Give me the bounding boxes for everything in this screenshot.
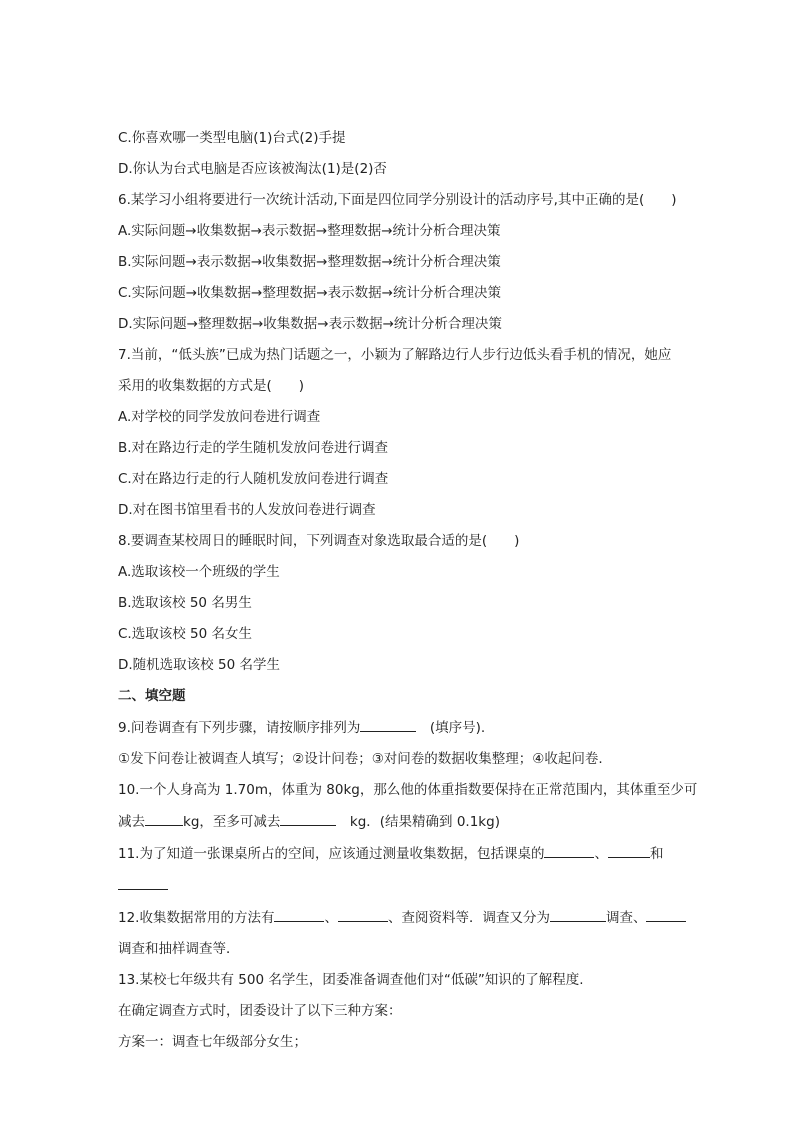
q8-option-c: C.选取该校 50 名女生: [118, 626, 252, 642]
q13-plan1: 方案一：调查七年级部分女生；: [118, 1034, 307, 1050]
q10-line1: 10.一个人身高为 1.70m，体重为 80kg，那么他的体重指数要保持在正常范围内，其体重至少可: [118, 782, 698, 798]
q5-option-d: D.你认为台式电脑是否应该被淘汰(1)是(2)否: [118, 161, 387, 177]
q11-blank-2: [608, 843, 650, 858]
q9-steps: ①发下问卷让被调查人填写；②设计问卷；③对问卷的数据收集整理；④收起问卷.: [118, 751, 603, 767]
q12-blank-3: [550, 907, 606, 922]
q10-max-blank: [280, 811, 336, 826]
q9-stem-text: 9.问卷调查有下列步骤，请按顺序排列为: [118, 720, 361, 736]
q7-option-a: A.对学校的同学发放问卷进行调查: [118, 409, 321, 425]
q11-text: 11.为了知道一张课桌所占的空间，应该通过测量收集数据，包括课桌的: [118, 846, 545, 862]
q6-option-a: A.实际问题→收集数据→表示数据→整理数据→统计分析合理决策: [118, 223, 501, 239]
q6-stem: 6.某学习小组将要进行一次统计活动,下面是四位同学分别设计的活动序号,其中正确的是( ): [118, 192, 677, 208]
q7-option-b: B.对在路边行走的学生随机发放问卷进行调查: [118, 440, 389, 456]
q12-line2: 调查和抽样调查等．: [118, 941, 240, 957]
q11-line1: [118, 843, 718, 864]
q10-text-3: kg．(结果精确到 0.1kg): [336, 814, 500, 830]
q6-option-b: B.实际问题→表示数据→收集数据→整理数据→统计分析合理决策: [118, 254, 501, 270]
q11-and: 和: [649, 846, 664, 862]
q8-option-d: D.随机选取该校 50 名学生: [118, 657, 280, 673]
q12-text-2: 、查阅资料等．调查又分为: [387, 910, 550, 926]
q10-line2: [118, 811, 718, 832]
q7-option-d: D.对在图书馆里看书的人发放问卷进行调查: [118, 502, 376, 518]
q11-line2: [118, 875, 718, 896]
q13-intro: 在确定调查方式时，团委设计了以下三种方案：: [118, 1003, 402, 1019]
q9-stem-suffix: (填序号).: [416, 720, 486, 736]
q9-stem: [118, 717, 718, 738]
q12-blank-1: [274, 907, 324, 922]
q10-text-2: kg，至多可减去: [183, 814, 281, 830]
q10-min-blank: [145, 811, 183, 826]
q8-option-a: A.选取该校一个班级的学生: [118, 564, 280, 580]
q6-option-d: D.实际问题→整理数据→收集数据→表示数据→统计分析合理决策: [118, 316, 502, 332]
section-heading-fill-blank: 二、填空题: [118, 688, 186, 704]
q10-text-1: 减去: [118, 814, 145, 830]
q6-option-c: C.实际问题→收集数据→整理数据→表示数据→统计分析合理决策: [118, 285, 501, 301]
q11-blank-3: [118, 875, 168, 890]
q13-stem: 13.某校七年级共有 500 名学生，团委准备调查他们对“低碳”知识的了解程度.: [118, 972, 584, 988]
document-content: [118, 128, 718, 1052]
q11-blank-1: [544, 843, 594, 858]
q5-option-c: C.你喜欢哪一类型电脑(1)台式(2)手提: [118, 130, 346, 146]
q11-sep: 、: [594, 846, 608, 862]
q7-option-c: C.对在路边行走的行人随机发放问卷进行调查: [118, 471, 389, 487]
q7-stem-line1: 7.当前，“低头族”已成为热门话题之一，小颖为了解路边行人步行边低头看手机的情况，她应: [118, 347, 672, 363]
q12-sep: 、: [324, 910, 338, 926]
q7-stem-line2: 采用的收集数据的方式是( ): [118, 378, 305, 394]
q9-answer-blank: [360, 717, 416, 732]
q12-blank-4: [646, 907, 686, 922]
q12-text-3: 调查、: [605, 910, 647, 926]
q12-line1: [118, 907, 718, 928]
q12-blank-2: [338, 907, 388, 922]
q8-stem: 8.要调查某校周日的睡眠时间，下列调查对象选取最合适的是( ): [118, 533, 520, 549]
q12-text: 12.收集数据常用的方法有: [118, 910, 275, 926]
q8-option-b: B.选取该校 50 名男生: [118, 595, 252, 611]
